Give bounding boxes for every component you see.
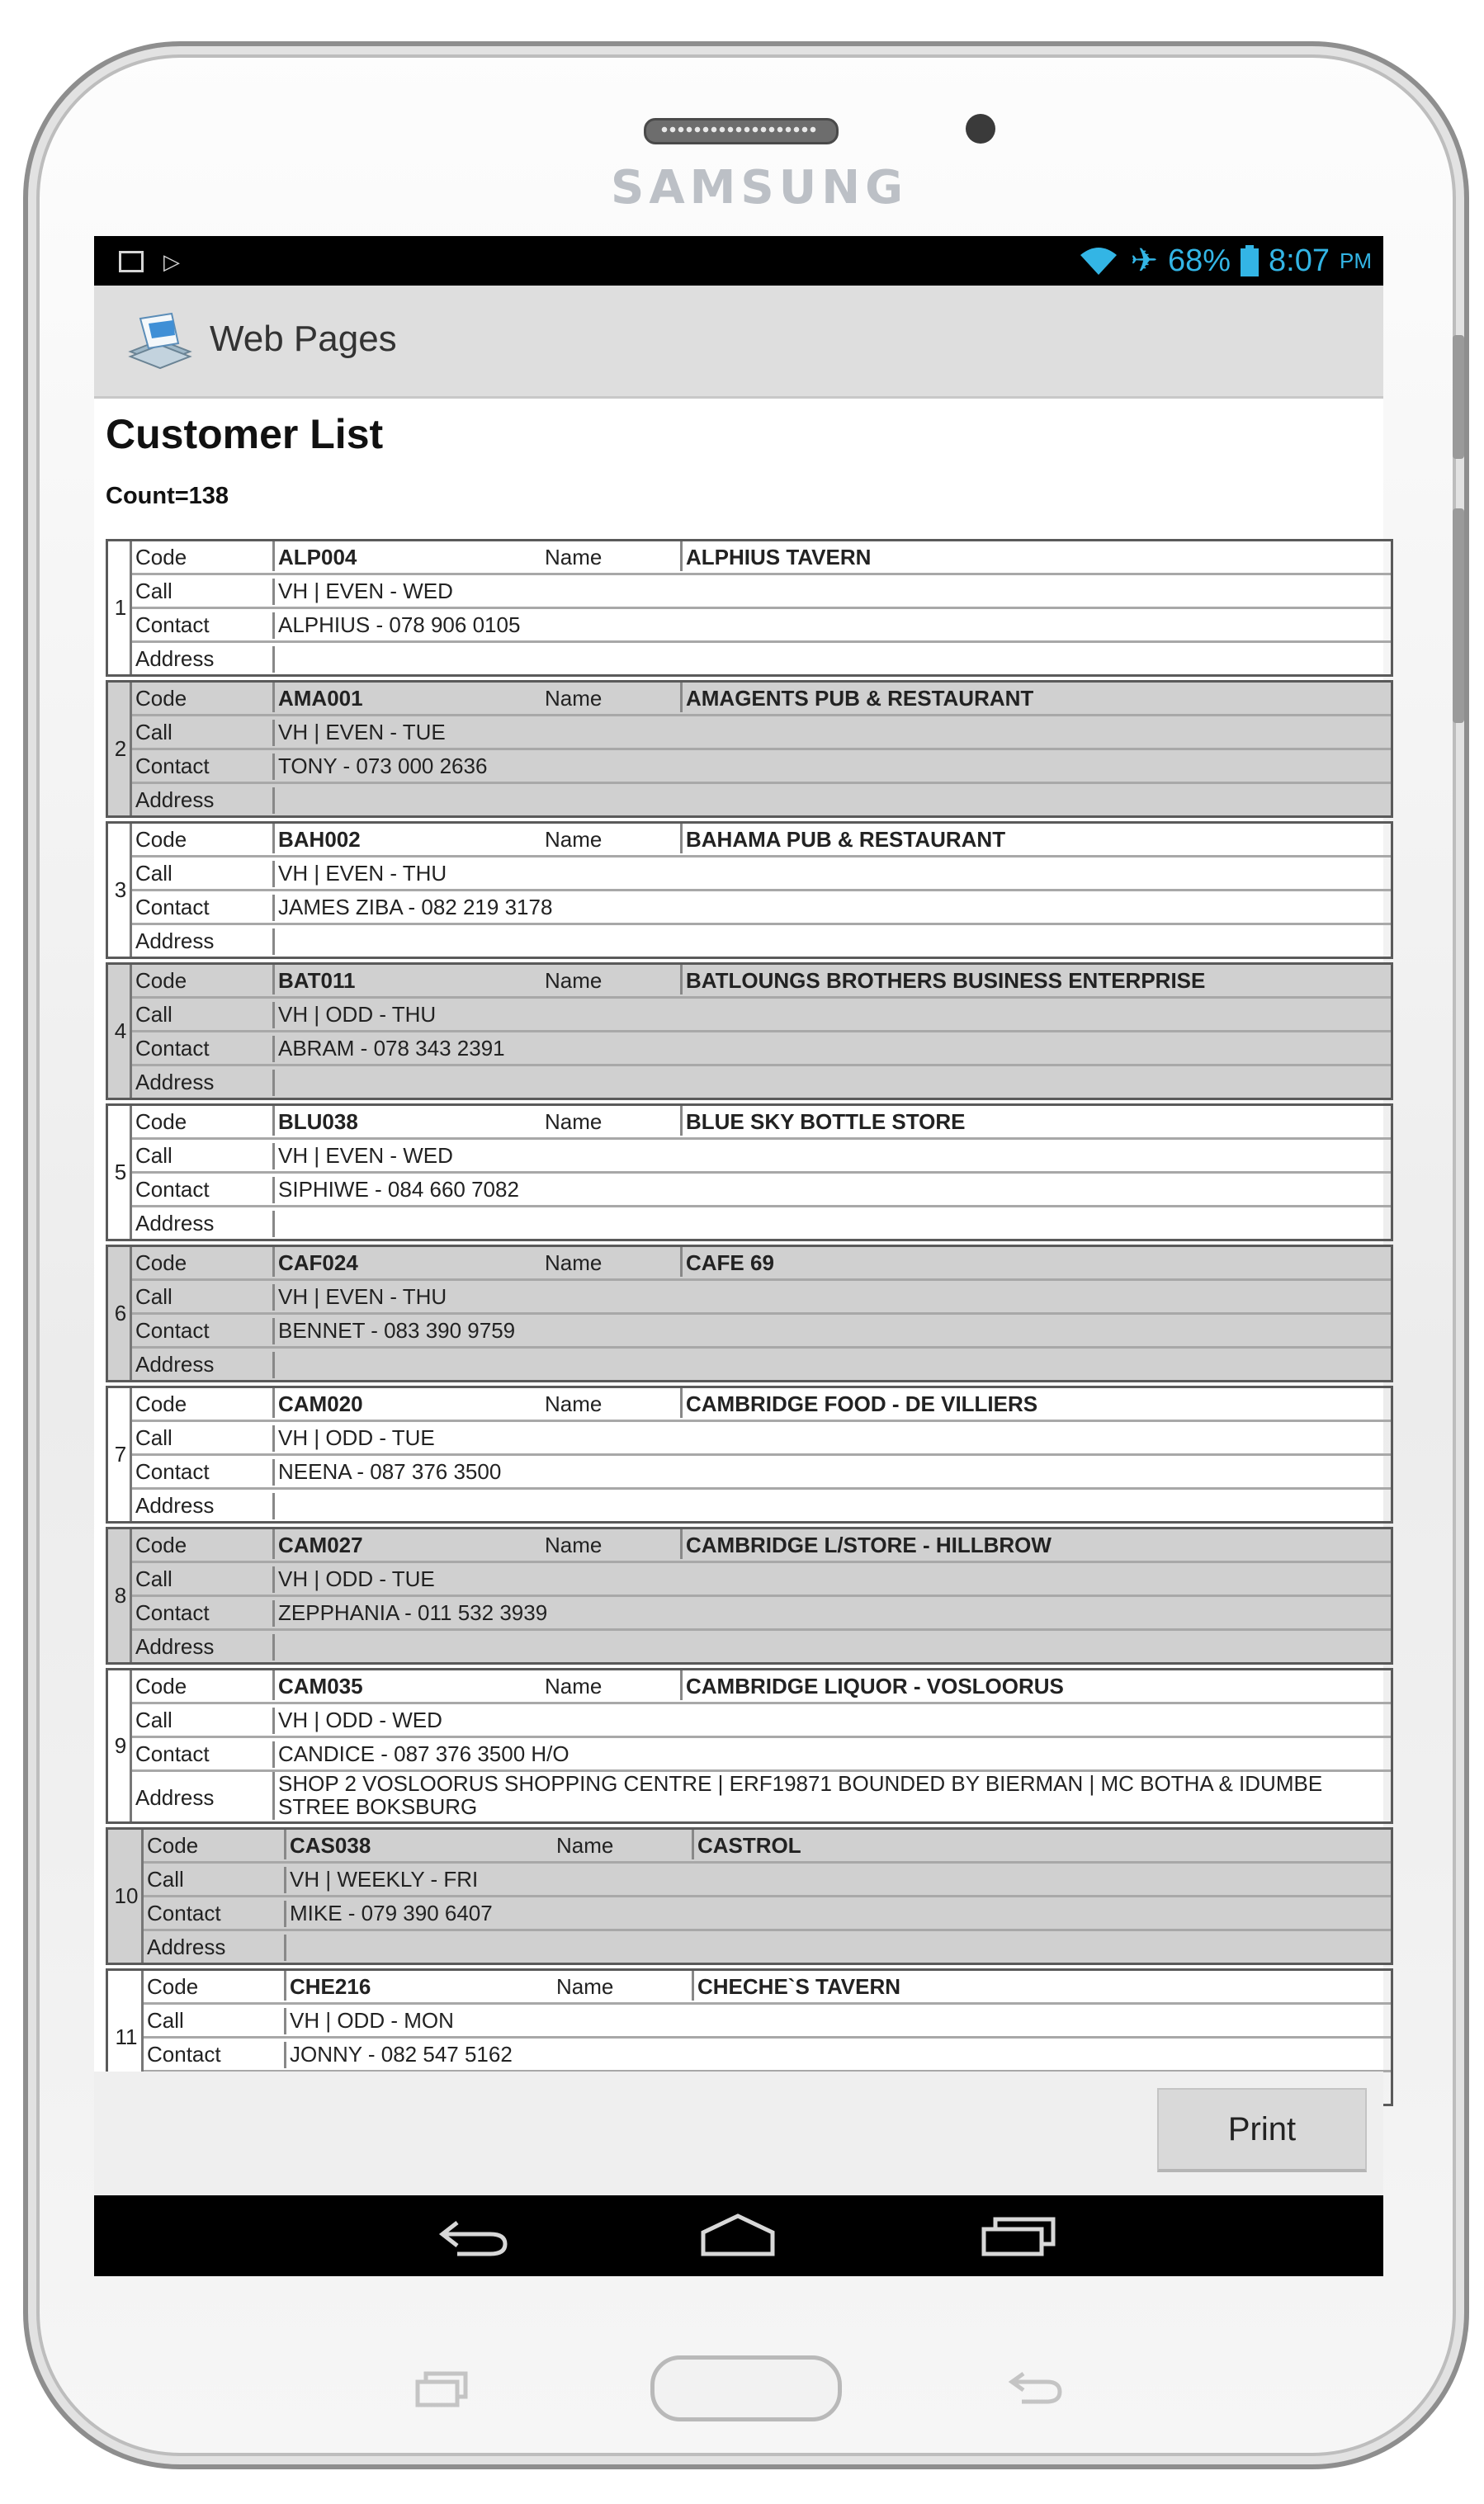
customer-record [106, 962, 1393, 1100]
clock-ampm: PM [1340, 248, 1372, 273]
recent-apps-button[interactable] [969, 2207, 1068, 2265]
customer-code: ALP004 [272, 541, 546, 571]
customer-index: 7 [114, 1442, 127, 1467]
customer-name: CAFE 69 [680, 1247, 1391, 1277]
brand-logo: SAMSUNG [611, 161, 909, 215]
contact-row: Contact JONNY - 082 547 5162 [144, 2039, 1391, 2072]
power-button [1453, 335, 1464, 459]
contact-row: Contact JAMES ZIBA - 082 219 3178 [132, 891, 1391, 925]
customer-index: 6 [114, 1301, 127, 1325]
airplane-icon: ✈ [1130, 243, 1158, 279]
web-content[interactable] [94, 399, 1383, 2072]
customer-record [106, 1668, 1393, 1824]
address-value [272, 787, 1391, 814]
contact-value: TONY - 073 000 2636 [272, 754, 1391, 780]
address-value [272, 1070, 1391, 1096]
customer-name: CAMBRIDGE LIQUOR - VOSLOORUS [680, 1670, 1391, 1700]
back-icon [432, 2211, 515, 2261]
contact-value: ALPHIUS - 078 906 0105 [272, 612, 1391, 639]
address-value [272, 646, 1391, 673]
call-row: Call VH | EVEN - WED [132, 1140, 1391, 1174]
clock: 8:07 [1269, 243, 1330, 278]
code-row: Code ALP004 Name ALPHIUS TAVERN [132, 541, 1391, 575]
code-row: Code CAM027 Name CAMBRIDGE L/STORE - HILLBROW [132, 1529, 1391, 1563]
home-icon [697, 2211, 779, 2261]
customer-name: BAHAMA PUB & RESTAURANT [680, 824, 1391, 853]
customer-name: BATLOUNGS BROTHERS BUSINESS ENTERPRISE [680, 965, 1391, 995]
call-row: Call VH | ODD - THU [132, 999, 1391, 1032]
customer-code: CAM020 [272, 1388, 546, 1418]
code-row: Code CAM020 Name CAMBRIDGE FOOD - DE VILLIERS [132, 1388, 1391, 1422]
customer-count: Count=138 [106, 483, 229, 509]
contact-row: Contact SIPHIWE - 084 660 7082 [132, 1174, 1391, 1207]
wifi-icon [1077, 245, 1120, 276]
customer-code: CAM035 [272, 1670, 546, 1700]
contact-value: SIPHIWE - 084 660 7082 [272, 1177, 1391, 1203]
address-value [272, 1634, 1391, 1661]
call-row: Call VH | WEEKLY - FRI [144, 1864, 1391, 1897]
customer-code: BAT011 [272, 965, 546, 995]
address-row: Address [132, 1490, 1391, 1521]
address-row: Address [132, 1207, 1391, 1239]
call-value: VH | ODD - WED [272, 1708, 1391, 1734]
call-value: VH | ODD - TUE [272, 1566, 1391, 1593]
back-button[interactable] [424, 2207, 523, 2265]
page-title: Customer List [106, 411, 384, 457]
customer-index: 1 [114, 595, 127, 620]
address-value [272, 1352, 1391, 1378]
contact-row: Contact ABRAM - 078 343 2391 [132, 1032, 1391, 1066]
code-row: Code AMA001 Name AMAGENTS PUB & RESTAURANT [132, 683, 1391, 716]
recent-apps-icon [977, 2211, 1060, 2261]
address-value [272, 1211, 1391, 1237]
customer-code: CAS038 [284, 1830, 557, 1859]
app-bar [94, 286, 1383, 399]
call-row: Call VH | EVEN - TUE [132, 716, 1391, 750]
call-value: VH | EVEN - WED [272, 1143, 1391, 1169]
call-value: VH | EVEN - THU [272, 1284, 1391, 1311]
hardware-back-icon[interactable] [1004, 2365, 1070, 2412]
address-value [272, 1493, 1391, 1519]
contact-row: Contact MIKE - 079 390 6407 [144, 1897, 1391, 1931]
call-row: Call VH | ODD - WED [132, 1704, 1391, 1738]
hardware-home-button[interactable] [650, 2355, 842, 2421]
call-row: Call VH | ODD - TUE [132, 1563, 1391, 1597]
contact-value: NEENA - 087 376 3500 [272, 1459, 1391, 1486]
call-value: VH | ODD - MON [284, 2008, 1391, 2034]
customer-name: ALPHIUS TAVERN [680, 541, 1391, 571]
customer-name: CHECHE`S TAVERN [692, 1971, 1391, 2001]
customer-index: 5 [114, 1160, 127, 1184]
customer-code: CAM027 [272, 1529, 546, 1559]
code-row: Code BAH002 Name BAHAMA PUB & RESTAURANT [132, 824, 1391, 858]
bottom-bar [94, 2072, 1383, 2195]
contact-row: Contact NEENA - 087 376 3500 [132, 1456, 1391, 1490]
contact-row: Contact BENNET - 083 390 9759 [132, 1315, 1391, 1349]
call-value: VH | ODD - TUE [272, 1425, 1391, 1452]
address-row: Address [132, 784, 1391, 815]
customer-code: BLU038 [272, 1106, 546, 1136]
customer-record [106, 1827, 1393, 1965]
contact-value: ZEPPHANIA - 011 532 3939 [272, 1600, 1391, 1627]
address-value [272, 928, 1391, 955]
customer-index: 11 [115, 2024, 138, 2049]
code-row: Code BLU038 Name BLUE SKY BOTTLE STORE [132, 1106, 1391, 1140]
customer-name: CAMBRIDGE L/STORE - HILLBROW [680, 1529, 1391, 1559]
call-value: VH | EVEN - WED [272, 579, 1391, 605]
navigation-bar [94, 2195, 1383, 2276]
contact-value: JAMES ZIBA - 082 219 3178 [272, 895, 1391, 921]
play-notification-icon: ▷ [163, 249, 180, 274]
address-row: Address [144, 1931, 1391, 1963]
code-row: Code CHE216 Name CHECHE`S TAVERN [144, 1971, 1391, 2005]
address-value [284, 1935, 1391, 1961]
contact-row: Contact CANDICE - 087 376 3500 H/O [132, 1738, 1391, 1772]
contact-value: MIKE - 079 390 6407 [284, 1901, 1391, 1927]
call-value: VH | EVEN - THU [272, 861, 1391, 887]
customer-list [106, 539, 1393, 2110]
address-row: Address [132, 1349, 1391, 1380]
code-row: Code BAT011 Name BATLOUNGS BROTHERS BUSINESS ENTERPRISE [132, 965, 1391, 999]
call-row: Call VH | ODD - TUE [132, 1422, 1391, 1456]
code-row: Code CAF024 Name CAFE 69 [132, 1247, 1391, 1281]
address-value: SHOP 2 VOSLOORUS SHOPPING CENTRE | ERF19871 BOUNDED BY BIERMAN | MC BOTHA & IDUMBE STREE BOKSBURG [272, 1772, 1391, 1820]
volume-button [1453, 508, 1464, 723]
image-notification-icon [119, 251, 144, 272]
hardware-recent-apps-icon[interactable] [413, 2369, 470, 2410]
customer-code: CHE216 [284, 1971, 557, 2001]
call-row: Call VH | EVEN - WED [132, 575, 1391, 609]
address-row: Address SHOP 2 VOSLOORUS SHOPPING CENTRE | ERF19871 BOUNDED BY BIERMAN | MC BOTHA & IDUMBE STREE BOKSBURG [132, 1772, 1391, 1821]
customer-name: CAMBRIDGE FOOD - DE VILLIERS [680, 1388, 1391, 1418]
customer-record [106, 1245, 1393, 1382]
contact-row: Contact ZEPPHANIA - 011 532 3939 [132, 1597, 1391, 1631]
customer-code: AMA001 [272, 683, 546, 712]
customer-record [106, 1527, 1393, 1665]
contact-value: BENNET - 083 390 9759 [272, 1318, 1391, 1344]
front-camera [966, 114, 995, 144]
print-button[interactable]: Print [1157, 2088, 1367, 2172]
call-value: VH | ODD - THU [272, 1002, 1391, 1028]
contact-row: Contact ALPHIUS - 078 906 0105 [132, 609, 1391, 643]
contact-value: ABRAM - 078 343 2391 [272, 1036, 1391, 1062]
customer-index: 10 [114, 1883, 139, 1908]
battery-icon [1241, 245, 1259, 276]
customer-record [106, 539, 1393, 677]
code-row: Code CAS038 Name CASTROL [144, 1830, 1391, 1864]
code-row: Code CAM035 Name CAMBRIDGE LIQUOR - VOSLOORUS [132, 1670, 1391, 1704]
address-row: Address [132, 643, 1391, 674]
contact-value: JONNY - 082 547 5162 [284, 2042, 1391, 2068]
customer-index: 3 [114, 877, 127, 902]
address-row: Address [132, 925, 1391, 957]
home-button[interactable] [688, 2207, 787, 2265]
call-row: Call VH | EVEN - THU [132, 1281, 1391, 1315]
customer-code: CAF024 [272, 1247, 546, 1277]
battery-percent: 68% [1167, 243, 1231, 278]
contact-row: Contact TONY - 073 000 2636 [132, 750, 1391, 784]
customer-code: BAH002 [272, 824, 546, 853]
customer-record [106, 680, 1393, 818]
call-row: Call VH | EVEN - THU [132, 858, 1391, 891]
customer-name: CASTROL [692, 1830, 1391, 1859]
web-pages-app-icon[interactable] [124, 310, 193, 373]
address-row: Address [132, 1066, 1391, 1098]
status-bar [94, 236, 1383, 286]
contact-value: CANDICE - 087 376 3500 H/O [272, 1741, 1391, 1768]
customer-record [106, 1103, 1393, 1241]
customer-index: 8 [114, 1583, 127, 1608]
address-row: Address [132, 1631, 1391, 1662]
customer-record [106, 821, 1393, 959]
customer-index: 4 [114, 1018, 127, 1043]
customer-record [106, 1386, 1393, 1524]
call-row: Call VH | ODD - MON [144, 2005, 1391, 2039]
app-title: Web Pages [210, 319, 397, 359]
call-value: VH | EVEN - TUE [272, 720, 1391, 746]
customer-name: AMAGENTS PUB & RESTAURANT [680, 683, 1391, 712]
customer-index: 9 [114, 1733, 127, 1758]
customer-index: 2 [114, 736, 127, 761]
call-value: VH | WEEKLY - FRI [284, 1867, 1391, 1893]
screen [94, 236, 1383, 2276]
customer-name: BLUE SKY BOTTLE STORE [680, 1106, 1391, 1136]
